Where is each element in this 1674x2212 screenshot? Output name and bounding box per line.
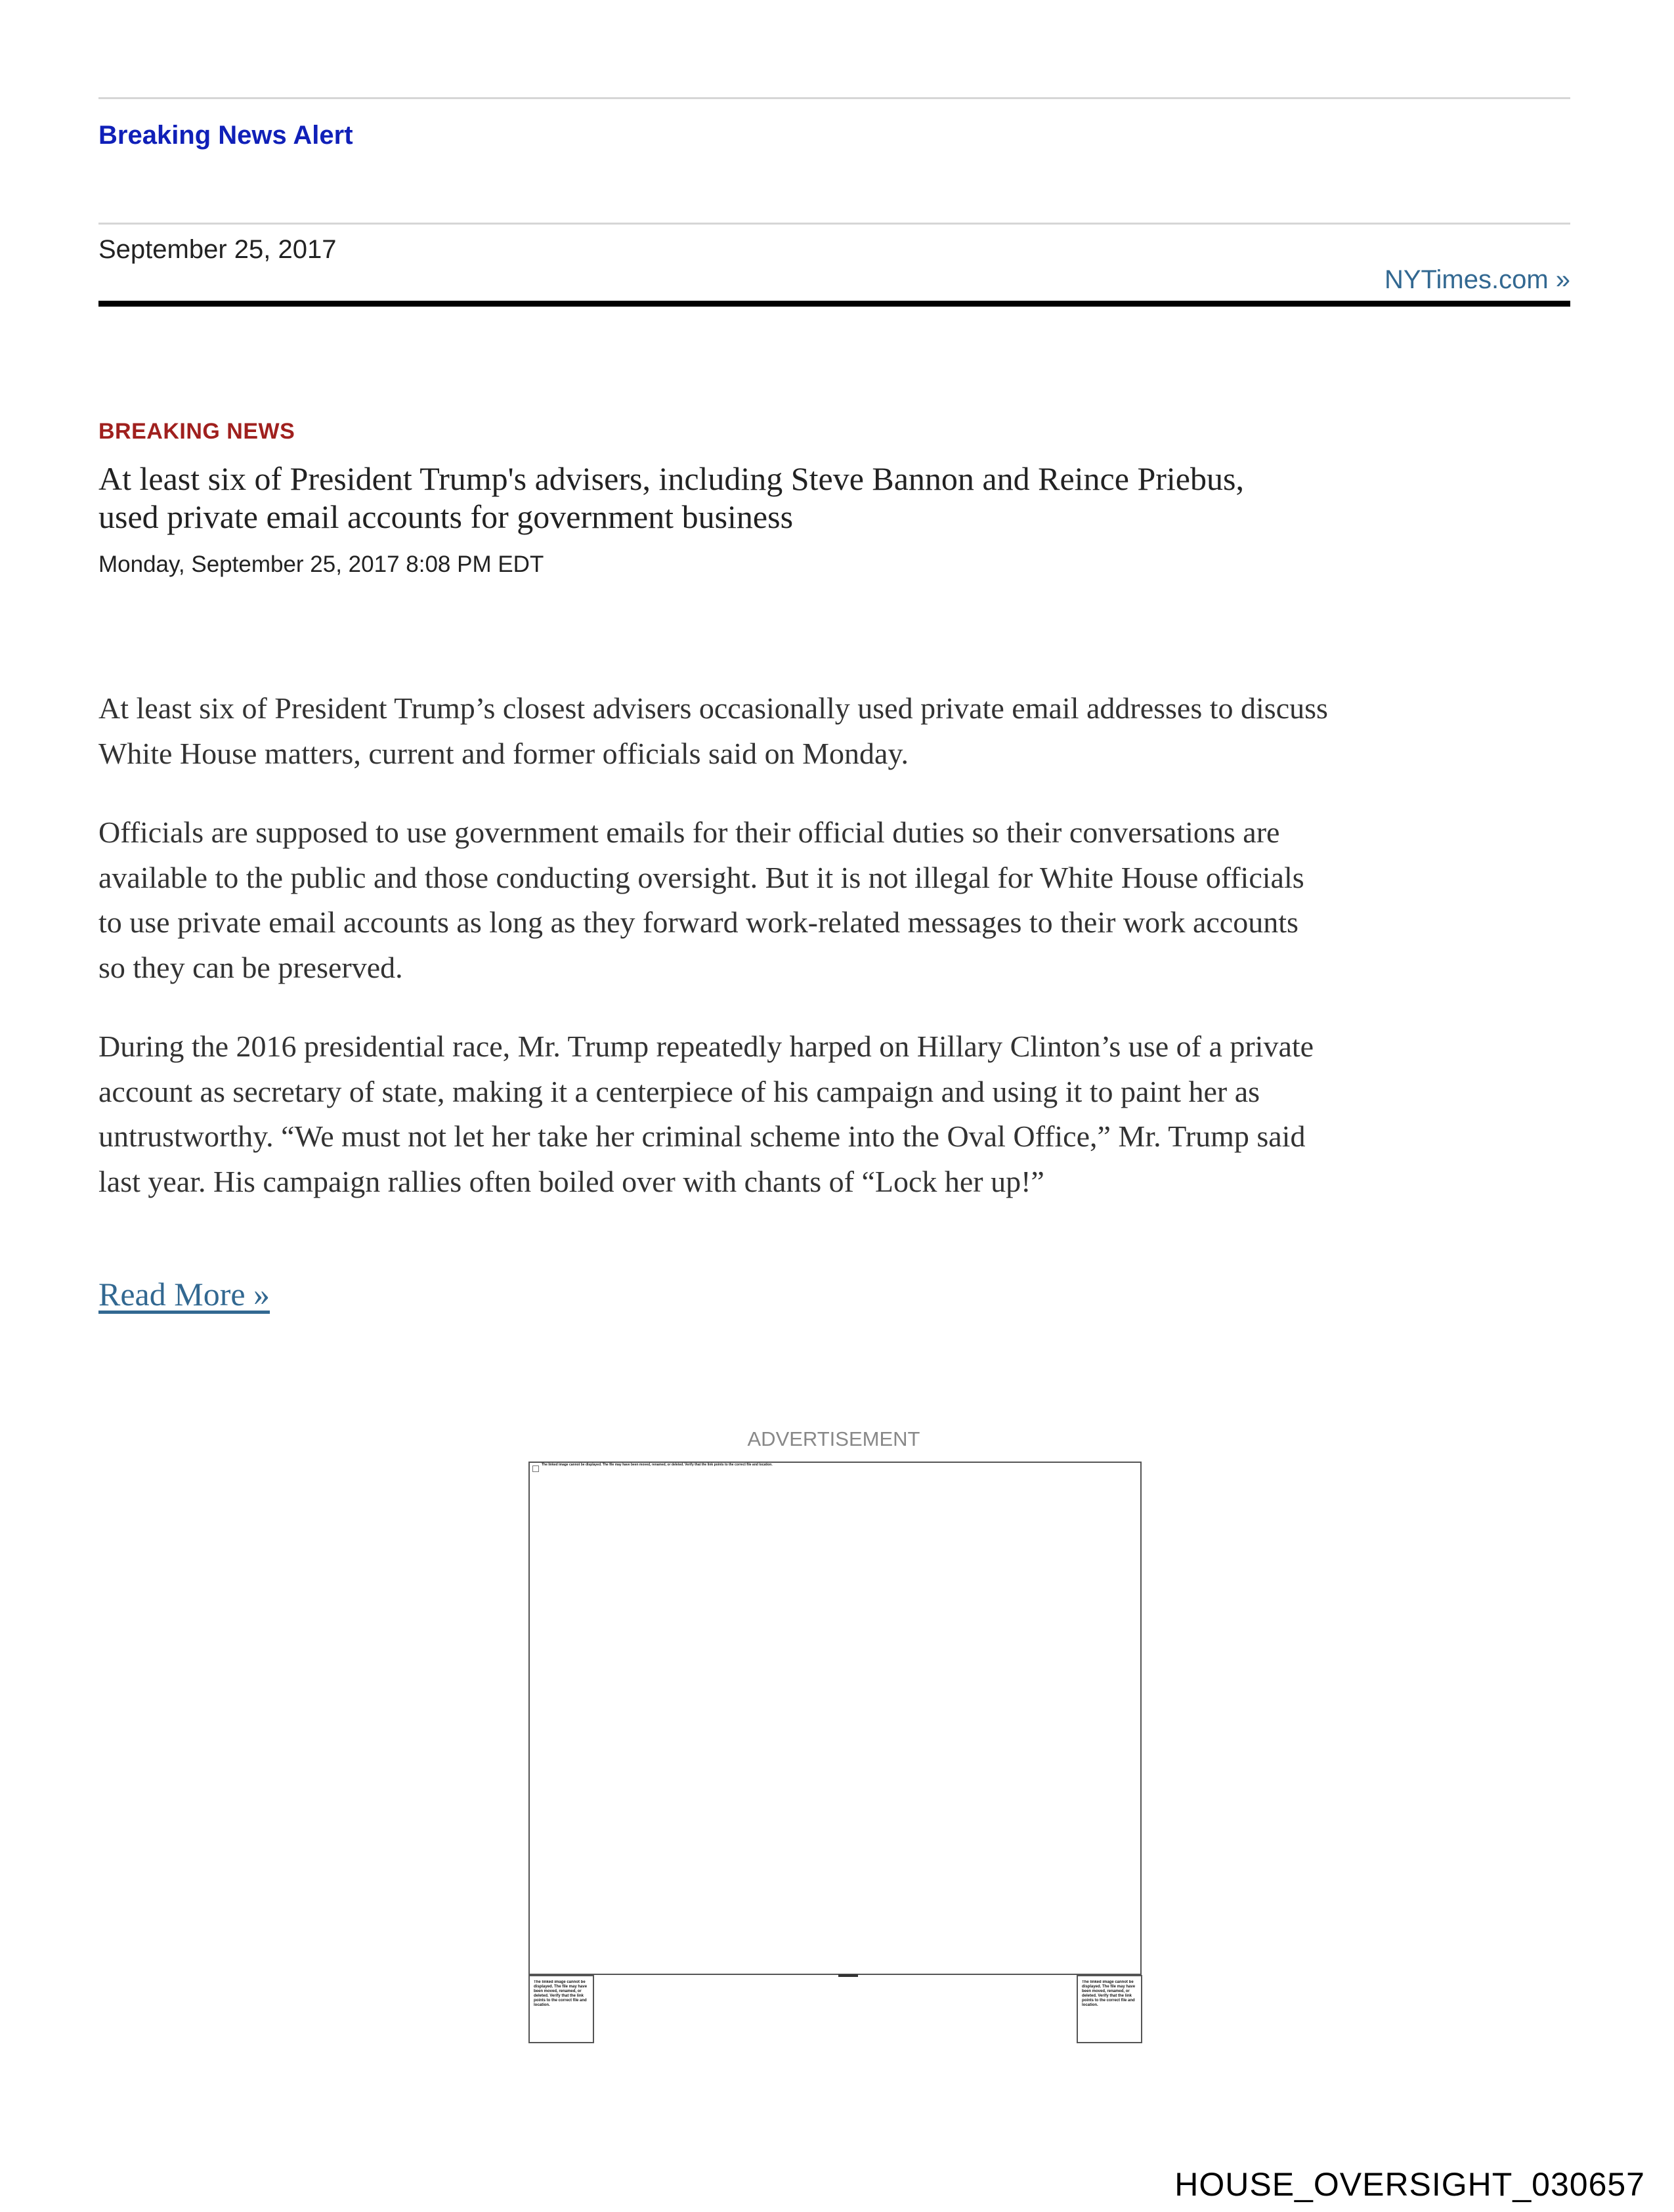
broken-image-message: The linked image cannot be displayed. The file may have been moved, renamed, or deleted. Verify that the link points to the correct file and location. bbox=[542, 1463, 773, 1467]
broken-image-icon bbox=[532, 1465, 539, 1472]
ad-frame-bottom-line bbox=[530, 1974, 1140, 1975]
broken-image-message: The linked image cannot be displayed. The file may have been moved, renamed, or deleted. Verify that the link points to the correct file and location. bbox=[1082, 1980, 1136, 2007]
advertisement-frame[interactable] bbox=[528, 1462, 1142, 1975]
article-paragraph: At least six of President Trump’s closest advisers occasionally used private email addresses to discuss White House matters, current and former officials said on Monday. bbox=[98, 691, 1328, 770]
document-id: HOUSE_OVERSIGHT_030657 bbox=[1174, 2166, 1645, 2203]
breaking-news-kicker: BREAKING NEWS bbox=[98, 419, 295, 444]
read-more-link[interactable]: Read More » bbox=[98, 1276, 270, 1312]
broken-image-message: The linked image cannot be displayed. The file may have been moved, renamed, or deleted. Verify that the link points to the correct file and location. bbox=[534, 1980, 588, 2007]
ad-frame-center-mark bbox=[838, 1974, 858, 1977]
header-bottom-rule bbox=[98, 301, 1570, 307]
nytimes-link[interactable]: NYTimes.com » bbox=[1384, 265, 1570, 294]
alert-title: Breaking News Alert bbox=[98, 121, 353, 150]
advertisement-label: ADVERTISEMENT bbox=[747, 1427, 920, 1450]
article-body bbox=[98, 686, 1333, 1238]
header-divider bbox=[98, 223, 1570, 225]
advertisement-sub-left[interactable] bbox=[528, 1975, 594, 2043]
advertisement-sub-right[interactable] bbox=[1077, 1975, 1142, 2043]
article-timestamp: Monday, September 25, 2017 8:08 PM EDT bbox=[98, 552, 544, 577]
article-paragraph: Officials are supposed to use government emails for their official duties so their conversations are available to the public and those conducting oversight. But it is not illegal for White House officials to use private email accounts as long as they forward work-related messages to their work accounts so they can be preserved. bbox=[98, 815, 1304, 984]
top-divider bbox=[98, 97, 1570, 99]
article-paragraph: During the 2016 presidential race, Mr. Trump repeatedly harped on Hillary Clinton’s use of a private account as secretary of state, making it a centerpiece of his campaign and using it to paint her as untrustworthy. “We must not let her take her criminal scheme into the Oval Office,” Mr. Trump said last year. His campaign rallies often boiled over with chants of “Lock her up!” bbox=[98, 1030, 1314, 1198]
alert-date: September 25, 2017 bbox=[98, 235, 337, 264]
article-headline: At least six of President Trump's advisers, including Steve Bannon and Reince Priebus, used private email accounts for government business bbox=[98, 460, 1244, 535]
